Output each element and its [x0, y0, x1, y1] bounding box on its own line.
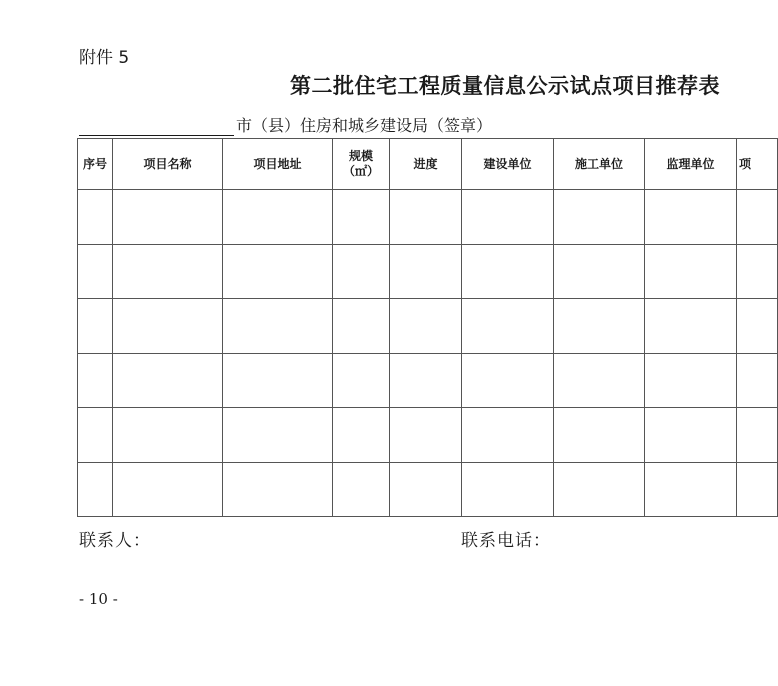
table-cell[interactable]	[462, 353, 554, 408]
document-title: 第二批住宅工程质量信息公示试点项目推荐表	[290, 73, 720, 98]
table-cell[interactable]	[78, 462, 113, 517]
table-cell[interactable]	[390, 244, 462, 299]
table-cell[interactable]	[737, 299, 778, 354]
table-cell[interactable]	[113, 190, 223, 245]
table-cell[interactable]	[645, 244, 737, 299]
table-cell[interactable]	[645, 462, 737, 517]
attachment-label: 附件 5	[79, 48, 130, 68]
table-cell[interactable]	[78, 244, 113, 299]
table-cell[interactable]	[223, 190, 333, 245]
table-cell[interactable]	[554, 462, 645, 517]
table-row	[78, 299, 778, 354]
table-cell[interactable]	[645, 408, 737, 463]
col-header-developer: 建设单位	[462, 139, 554, 190]
table-cell[interactable]	[223, 244, 333, 299]
table-cell[interactable]	[223, 408, 333, 463]
page-number: - 10 -	[79, 590, 118, 608]
issuer-suffix: 市（县）住房和城乡建设局（签章）	[236, 116, 493, 135]
col-header-scale-unit: （㎡）	[342, 164, 379, 178]
col-header-project-address: 项目地址	[223, 139, 333, 190]
table-cell[interactable]	[645, 353, 737, 408]
table-cell[interactable]	[390, 408, 462, 463]
table-cell[interactable]	[645, 190, 737, 245]
table-cell[interactable]	[113, 353, 223, 408]
table-cell[interactable]	[113, 244, 223, 299]
col-header-progress: 进度	[390, 139, 462, 190]
table-cell[interactable]	[390, 462, 462, 517]
table-cell[interactable]	[78, 190, 113, 245]
table-cell[interactable]	[554, 244, 645, 299]
table-cell[interactable]	[78, 299, 113, 354]
col-header-scale	[333, 139, 390, 190]
table-cell[interactable]	[390, 190, 462, 245]
table-cell[interactable]	[333, 299, 390, 354]
table-row	[78, 353, 778, 408]
col-header-serial: 序号	[78, 139, 113, 190]
table-cell[interactable]	[223, 462, 333, 517]
table-cell[interactable]	[737, 244, 778, 299]
table-cell[interactable]	[737, 190, 778, 245]
col-header-project-name: 项目名称	[113, 139, 223, 190]
table-cell[interactable]	[223, 353, 333, 408]
table-cell[interactable]	[390, 353, 462, 408]
table-cell[interactable]	[462, 190, 554, 245]
table-cell[interactable]	[462, 299, 554, 354]
table-cell[interactable]	[78, 408, 113, 463]
issuer-line	[79, 113, 492, 136]
table-cell[interactable]	[462, 462, 554, 517]
table-cell[interactable]	[223, 299, 333, 354]
table-cell[interactable]	[333, 244, 390, 299]
table-cell[interactable]	[462, 244, 554, 299]
table-cell[interactable]	[554, 353, 645, 408]
table-row	[78, 408, 778, 463]
col-header-contractor: 施工单位	[554, 139, 645, 190]
table-cell[interactable]	[737, 462, 778, 517]
col-header-supervisor: 监理单位	[645, 139, 737, 190]
table-cell[interactable]	[737, 408, 778, 463]
table-cell[interactable]	[333, 408, 390, 463]
table-cell[interactable]	[390, 299, 462, 354]
table-cell[interactable]	[554, 190, 645, 245]
table-cell[interactable]	[554, 299, 645, 354]
table-header-row	[78, 139, 778, 190]
table-cell[interactable]	[737, 353, 778, 408]
table-cell[interactable]	[78, 353, 113, 408]
table-row	[78, 244, 778, 299]
table-cell[interactable]	[462, 408, 554, 463]
table-cell[interactable]	[645, 299, 737, 354]
table-cell[interactable]	[333, 190, 390, 245]
contact-person-label: 联系人：	[79, 531, 151, 551]
recommendation-table-container	[77, 138, 752, 516]
col-header-truncated: 项	[737, 139, 778, 190]
table-cell[interactable]	[333, 462, 390, 517]
issuer-blank-field	[79, 117, 234, 136]
table-cell[interactable]	[333, 353, 390, 408]
table-cell[interactable]	[113, 408, 223, 463]
table-row	[78, 462, 778, 517]
contact-phone-label: 联系电话：	[461, 531, 551, 551]
table-cell[interactable]	[113, 299, 223, 354]
table-cell[interactable]	[554, 408, 645, 463]
recommendation-table	[77, 138, 778, 517]
table-cell[interactable]	[113, 462, 223, 517]
col-header-scale-label: 规模	[348, 149, 373, 163]
table-row	[78, 190, 778, 245]
table-body	[78, 190, 778, 517]
